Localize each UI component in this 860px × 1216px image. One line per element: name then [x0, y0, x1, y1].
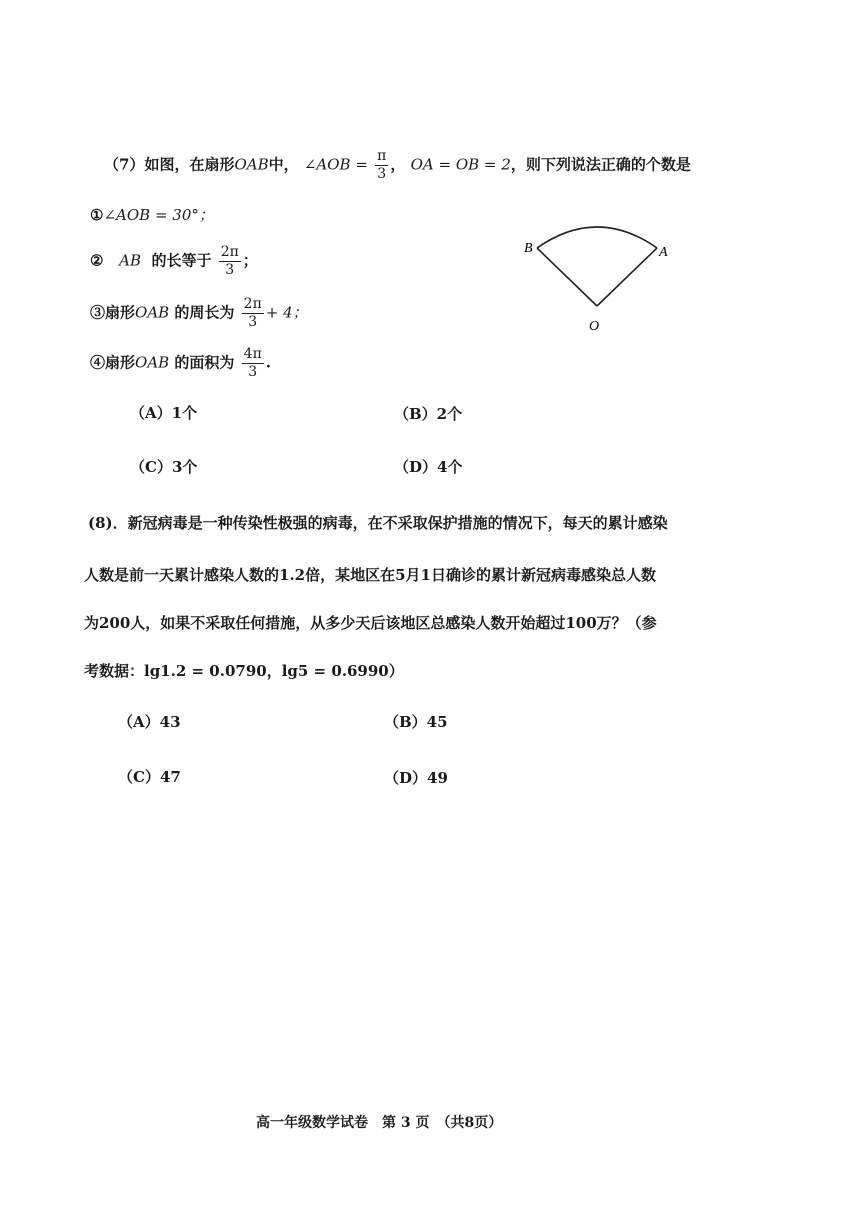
- q7-sep: ，: [390, 155, 406, 174]
- q8-option-c: （C）47: [118, 768, 181, 786]
- q8-option-b: （B）45: [384, 713, 448, 731]
- q7-statement-2: [90, 244, 258, 279]
- q7-statement-1: [90, 204, 214, 225]
- q7-radius: OA = OB = 2: [410, 155, 511, 174]
- s3-den: 3: [248, 314, 258, 330]
- sector-arc: [537, 227, 657, 248]
- q7-number: （7）: [104, 155, 145, 174]
- q7-intro: 如图，在扇形: [144, 155, 235, 174]
- s3-end: + 4；: [265, 303, 308, 322]
- s2-end: ；: [242, 251, 258, 270]
- s4-sector: OAB: [135, 353, 170, 372]
- q7-statement-4: [90, 346, 271, 381]
- q7-tail: ，则下列说法正确的个数是: [510, 155, 691, 174]
- q7-intro-b: 中，: [268, 155, 299, 174]
- s2-arc: AB: [119, 251, 141, 270]
- s3-mark: ③扇形: [90, 303, 136, 322]
- q7-option-b: （B）2个: [394, 405, 463, 423]
- s4-fraction: [242, 346, 264, 381]
- q8-line-3: 为200人，如果不采取任何措施，从多少天后该地区总感染人数开始超过100万？（参: [84, 614, 657, 632]
- label-a: A: [659, 245, 668, 260]
- q7-stem: [104, 148, 691, 183]
- sector-radius-ob: [537, 248, 597, 306]
- s1-text: ∠AOB = 30°；: [103, 206, 214, 224]
- s4-text: 的面积为: [174, 353, 235, 372]
- page-footer: 高一年级数学试卷 第 3 页 （共8页）: [256, 1115, 503, 1131]
- q8-option-a: （A）43: [118, 713, 181, 731]
- sector-figure: [515, 218, 685, 338]
- s4-end: .: [265, 353, 271, 372]
- q8-option-d: （D）49: [384, 769, 448, 787]
- q8-line-1: (8)．新冠病毒是一种传染性极强的病毒，在不采取保护措施的情况下，每天的累计感染: [88, 514, 668, 532]
- q7-statement-3: [90, 296, 308, 331]
- s2-num: 2π: [220, 244, 239, 260]
- q8-line-4: 考数据：lg1.2 = 0.0790，lg5 = 0.6990）: [84, 662, 404, 680]
- q7-option-a: （A）1个: [130, 404, 198, 422]
- q7-angle-den: 3: [377, 166, 387, 182]
- s4-mark: ④扇形: [90, 353, 136, 372]
- s2-den: 3: [225, 262, 235, 278]
- s3-sector: OAB: [135, 303, 170, 322]
- s2-text: 的长等于: [151, 251, 212, 270]
- q7-angle-fraction: [375, 148, 388, 183]
- s3-fraction: [242, 296, 264, 331]
- s3-num: 2π: [243, 296, 262, 312]
- q7-angle: ∠AOB =: [303, 155, 368, 174]
- q7-angle-num: π: [377, 148, 387, 164]
- s4-num: 4π: [243, 346, 262, 362]
- sector-radius-oa: [597, 248, 657, 306]
- q8-line-2: 人数是前一天累计感染人数的1.2倍，某地区在5月1日确诊的累计新冠病毒感染总人数: [84, 566, 656, 584]
- label-b: B: [524, 241, 533, 256]
- s3-text: 的周长为: [174, 303, 235, 322]
- q7-option-d: （D）4个: [394, 458, 463, 476]
- s2-mark: ②: [90, 251, 104, 270]
- label-o: O: [589, 319, 600, 334]
- s1-mark: ①: [90, 206, 104, 224]
- s2-fraction: [219, 244, 241, 279]
- s4-den: 3: [248, 364, 258, 380]
- q7-option-c: （C）3个: [130, 458, 198, 476]
- q7-sector-name: OAB: [234, 155, 269, 174]
